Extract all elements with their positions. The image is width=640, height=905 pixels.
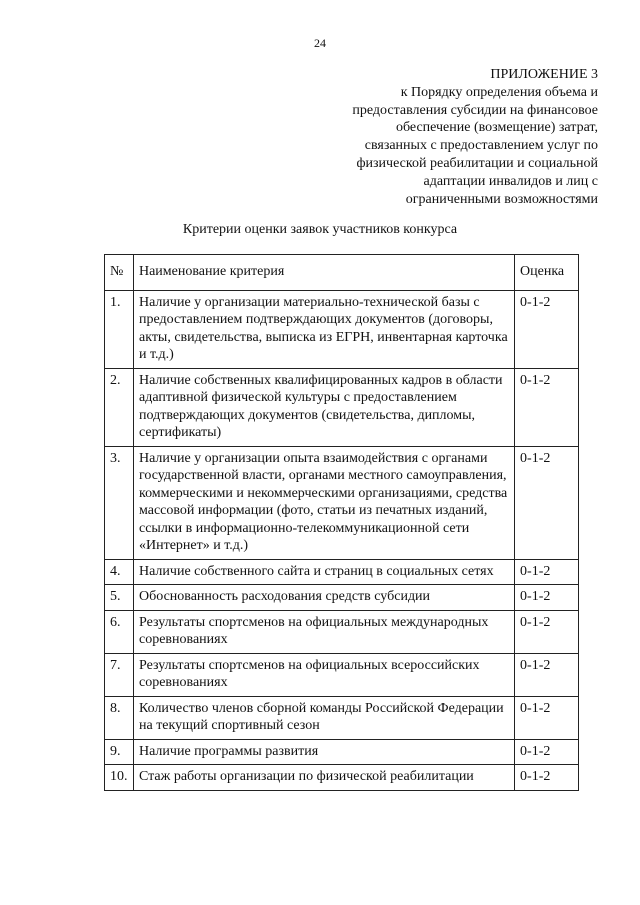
criterion-score: 0-1-2 [515, 368, 579, 446]
row-number: 1. [105, 290, 134, 368]
row-number: 6. [105, 610, 134, 653]
criteria-table [104, 254, 579, 791]
criterion-name: Результаты спортсменов на официальных международных соревнованиях [133, 610, 514, 653]
table-row [105, 290, 579, 368]
row-number: 2. [105, 368, 134, 446]
appendix-header [298, 66, 598, 208]
criterion-score: 0-1-2 [515, 585, 579, 611]
criterion-name: Количество членов сборной команды Российской Федерации на текущий спортивный сезон [133, 696, 514, 739]
row-number: 10. [105, 765, 134, 791]
table-row [105, 585, 579, 611]
appendix-line: обеспечение (возмещение) затрат, [395, 120, 598, 136]
criterion-name: Результаты спортсменов на официальных всероссийских соревнованиях [133, 653, 514, 696]
appendix-line: к Порядку определения объема и [400, 84, 598, 100]
criterion-name: Наличие у организации опыта взаимодействия с органами государственной власти, органами местного самоуправления, коммерческими и некоммерческими организациями, средства массовой информации (фото, статьи из печатных изданий, ссылки в информационно-телекоммуникационной сети «Интернет» и т.д.) [133, 446, 514, 559]
column-header-number: № [105, 255, 134, 291]
appendix-line: адаптации инвалидов и лиц с [423, 173, 598, 189]
criterion-score: 0-1-2 [515, 290, 579, 368]
criterion-score: 0-1-2 [515, 765, 579, 791]
page-number: 24 [314, 36, 326, 50]
table-row [105, 559, 579, 585]
criterion-score: 0-1-2 [515, 446, 579, 559]
table-row [105, 653, 579, 696]
row-number: 9. [105, 739, 134, 765]
criterion-score: 0-1-2 [515, 559, 579, 585]
criterion-name: Наличие собственных квалифицированных кадров в области адаптивной физической культуры с предоставлением подтверждающих документов (свидетельства, дипломы, сертификаты) [133, 368, 514, 446]
criterion-name: Наличие программы развития [133, 739, 514, 765]
document-title: Критерии оценки заявок участников конкурса [182, 222, 458, 237]
table-row [105, 739, 579, 765]
appendix-line: ограниченными возможностями [405, 191, 598, 207]
criterion-name: Наличие у организации материально-технической базы с предоставлением подтверждающих документов (договоры, акты, свидетельства, выписка из ЕГРН, инвентарная карточка и т.д.) [133, 290, 514, 368]
criterion-name: Обоснованность расходования средств субсидии [133, 585, 514, 611]
row-number: 4. [105, 559, 134, 585]
appendix-line: физической реабилитации и социальной [356, 155, 598, 171]
table-row [105, 368, 579, 446]
appendix-line: ПРИЛОЖЕНИЕ 3 [490, 67, 598, 82]
appendix-line: предоставления субсидии на финансовое [352, 102, 598, 118]
criterion-score: 0-1-2 [515, 696, 579, 739]
table-header-row [105, 255, 579, 291]
criterion-name: Стаж работы организации по физической реабилитации [133, 765, 514, 791]
row-number: 7. [105, 653, 134, 696]
criterion-score: 0-1-2 [515, 653, 579, 696]
table-row [105, 446, 579, 559]
criterion-name: Наличие собственного сайта и страниц в социальных сетях [133, 559, 514, 585]
criterion-score: 0-1-2 [515, 739, 579, 765]
criterion-score: 0-1-2 [515, 610, 579, 653]
row-number: 5. [105, 585, 134, 611]
appendix-line: связанных с предоставлением услуг по [364, 138, 598, 154]
table-row [105, 765, 579, 791]
table-row [105, 610, 579, 653]
row-number: 3. [105, 446, 134, 559]
row-number: 8. [105, 696, 134, 739]
table-row [105, 696, 579, 739]
column-header-criterion: Наименование критерия [133, 255, 514, 291]
column-header-score: Оценка [515, 255, 579, 291]
